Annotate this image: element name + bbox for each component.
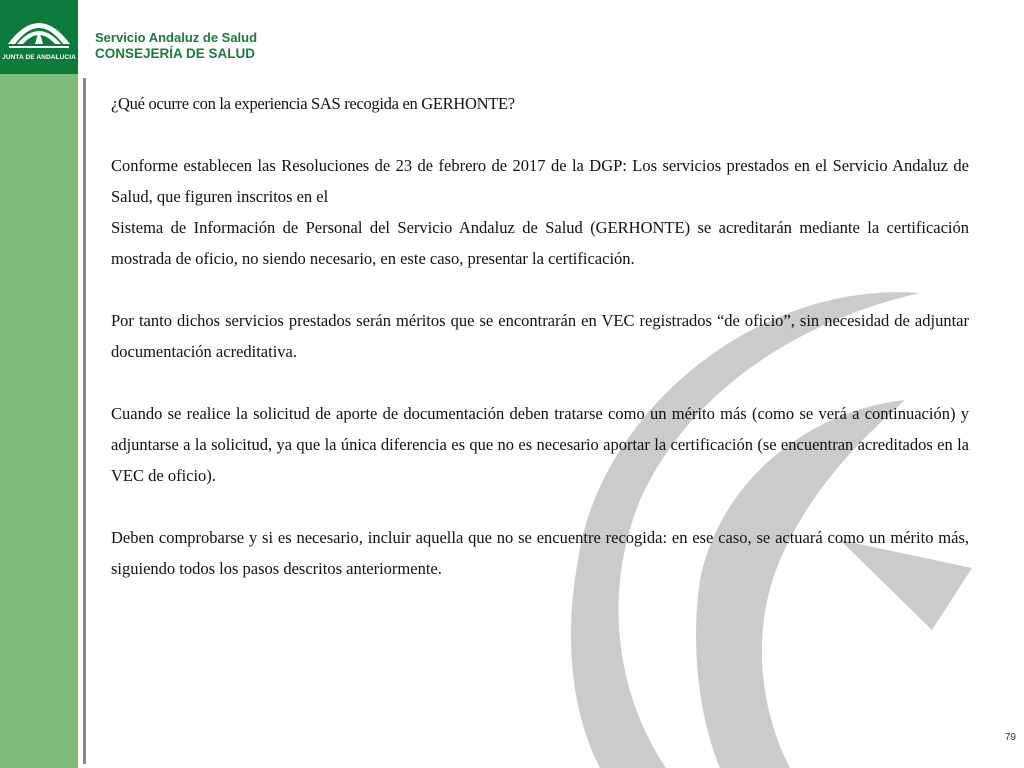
brand-department: CONSEJERÍA DE SALUD [95,46,256,61]
paragraph: Por tanto dichos servicios prestados serán méritos que se encontrarán en VEC registrados “de oficio”, sin necesidad de adjuntar documentación acreditativa. [111,311,969,361]
brand-name: Servicio Andaluz de Salud [95,30,258,45]
paragraph: Cuando se realice la solicitud de aporte de documentación deben tratarse como un mérito más (como se verá a continuación) y adjuntarse a la solicitud, ya que la única diferencia es que no es necesario aportar la certificación (se encuentran acreditados en la VEC de oficio). [111,404,969,485]
slide-content [111,88,969,615]
paragraph: Deben comprobarse y si es necesario, incluir aquella que no se encuentre recogida: en ese caso, se actuará como un mérito más, siguiendo todos los pasos descritos anteriormente. [111,528,969,578]
paragraph: Conforme establecen las Resoluciones de 23 de febrero de 2017 de la DGP: Los servicios prestados en el Servicio Andaluz de Salud, que figuren inscritos en el [111,156,969,206]
page-number: 79 [1004,732,1016,743]
slide-heading: ¿Qué ocurre con la experiencia SAS recogida en GERHONTE? [111,94,515,113]
paragraph: Sistema de Información de Personal del Servicio Andaluz de Salud (GERHONTE) se acreditarán mediante la certificación mostrada de oficio, no siendo necesario, en este caso, presentar la certificación. [111,218,969,268]
logo-caption: JUNTA DE ANDALUCIA [2,54,76,61]
